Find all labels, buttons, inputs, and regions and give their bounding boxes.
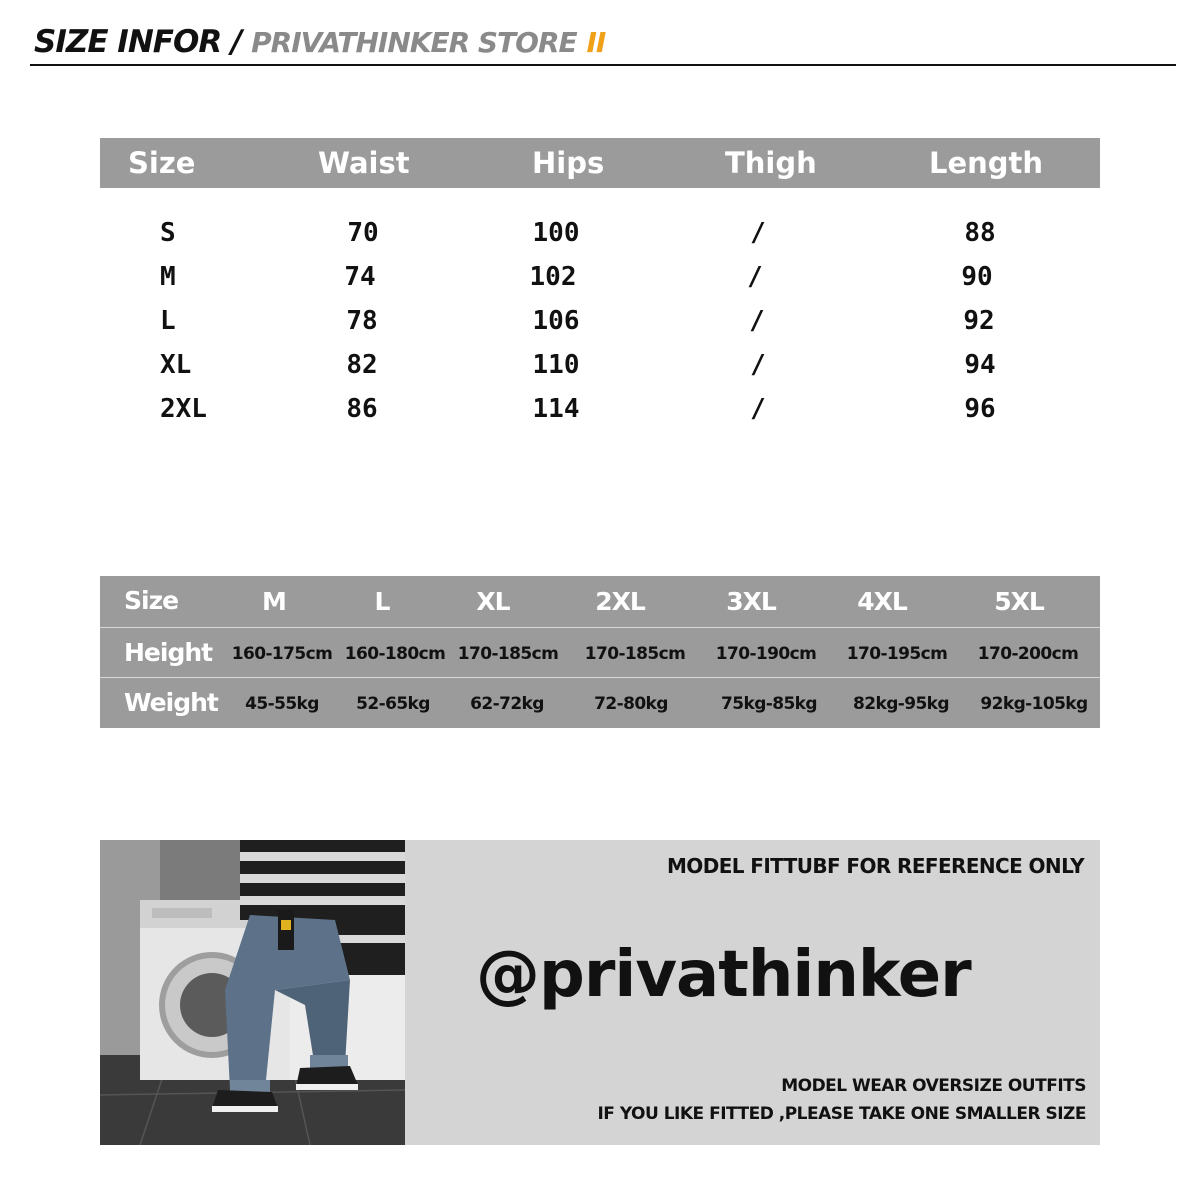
cell-thigh: / xyxy=(750,394,766,424)
fit-height: 170-200cm xyxy=(977,644,1079,664)
col-length: Length xyxy=(929,146,1044,180)
fit-weight: 72-80kg xyxy=(594,694,668,714)
table-row xyxy=(100,256,1100,300)
oversize-note: MODEL WEAR OVERSIZE OUTFITS xyxy=(781,1076,1086,1096)
cell-size: XL xyxy=(160,350,192,380)
col-size: Size xyxy=(128,146,196,180)
model-photo-illustration xyxy=(100,840,405,1145)
col-thigh: Thigh xyxy=(725,146,817,180)
cell-length: 92 xyxy=(963,306,995,336)
cell-length: 96 xyxy=(964,394,996,424)
size-table-header xyxy=(100,138,1100,188)
size-table-body xyxy=(100,212,1100,432)
fit-table xyxy=(100,576,1100,728)
fit-weight: 75kg-85kg xyxy=(721,694,817,714)
fit-weight-row xyxy=(100,677,1100,728)
fit-weight: 45-55kg xyxy=(245,694,319,714)
cell-waist: 86 xyxy=(346,394,378,424)
fit-weight: 52-65kg xyxy=(356,694,430,714)
fit-size-row xyxy=(100,576,1100,626)
fit-height: 170-195cm xyxy=(846,644,948,664)
table-row xyxy=(100,344,1100,388)
fit-size: 5XL xyxy=(994,587,1044,616)
fit-height-label: Height xyxy=(124,638,213,667)
header-title: SIZE INFOR xyxy=(34,24,222,60)
cell-thigh: / xyxy=(750,218,766,248)
fit-height: 160-175cm xyxy=(231,644,333,664)
fit-height: 170-185cm xyxy=(457,644,559,664)
cell-size: S xyxy=(160,218,176,248)
cell-hips: 110 xyxy=(532,350,580,380)
fit-size: M xyxy=(262,587,286,616)
cell-thigh: / xyxy=(749,306,765,336)
fit-size: L xyxy=(374,587,390,616)
cell-waist: 70 xyxy=(347,218,379,248)
fit-height: 170-190cm xyxy=(715,644,817,664)
fit-weight: 82kg-95kg xyxy=(853,694,949,714)
cell-size: 2XL xyxy=(160,394,207,424)
brand-handle: @privathinker xyxy=(476,938,971,1012)
cell-waist: 78 xyxy=(346,306,378,336)
reference-note: MODEL FITTUBF FOR REFERENCE ONLY xyxy=(666,854,1084,878)
cell-length: 94 xyxy=(964,350,996,380)
cell-hips: 102 xyxy=(529,262,577,292)
cell-hips: 106 xyxy=(532,306,580,336)
fit-weight: 92kg-105kg xyxy=(980,694,1088,714)
store-name: PRIVATHINKER STORE xyxy=(251,26,577,59)
cell-length: 88 xyxy=(964,218,996,248)
cell-size: M xyxy=(160,262,176,292)
fit-size: 4XL xyxy=(857,587,907,616)
cell-thigh: / xyxy=(750,350,766,380)
cell-waist: 74 xyxy=(344,262,376,292)
fit-weight-label: Weight xyxy=(124,688,218,717)
fit-size: XL xyxy=(476,587,510,616)
table-row xyxy=(100,212,1100,256)
fit-size-label: Size xyxy=(124,586,179,615)
fit-weight: 62-72kg xyxy=(470,694,544,714)
cell-length: 90 xyxy=(961,262,993,292)
table-row xyxy=(100,388,1100,432)
col-hips: Hips xyxy=(532,146,605,180)
header-title-group xyxy=(34,24,605,60)
header-accent: II xyxy=(586,26,606,59)
model-banner xyxy=(100,840,1100,1145)
fit-height-row xyxy=(100,627,1100,678)
table-row xyxy=(100,300,1100,344)
cell-thigh: / xyxy=(747,262,763,292)
model-photo xyxy=(100,840,405,1145)
page-header xyxy=(30,22,1176,66)
cell-hips: 114 xyxy=(532,394,580,424)
fit-height: 170-185cm xyxy=(584,644,686,664)
sizing-advice: IF YOU LIKE FITTED ,PLEASE TAKE ONE SMALLER SIZE xyxy=(597,1104,1086,1124)
cell-size: L xyxy=(160,306,176,336)
fit-height: 160-180cm xyxy=(344,644,446,664)
fit-size: 2XL xyxy=(595,587,645,616)
fit-size: 3XL xyxy=(726,587,776,616)
col-waist: Waist xyxy=(318,146,410,180)
header-separator: / xyxy=(230,24,242,60)
cell-waist: 82 xyxy=(346,350,378,380)
cell-hips: 100 xyxy=(532,218,580,248)
